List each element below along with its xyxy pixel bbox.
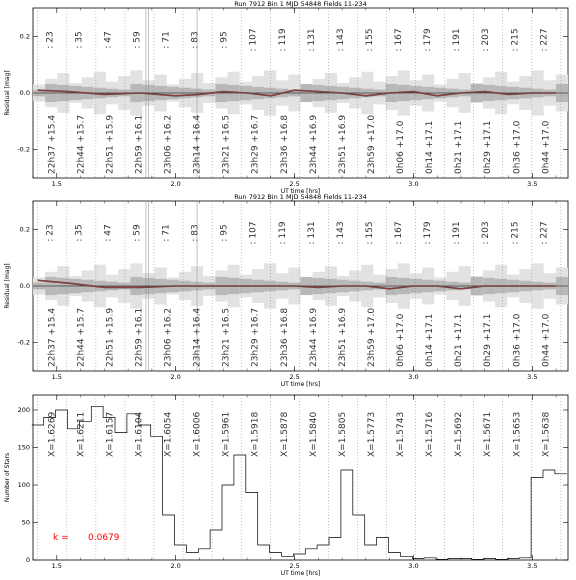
x-tick-label: 1.5 <box>51 562 62 570</box>
y-tick-label: 150 <box>17 443 30 452</box>
x-tick-label: 2.0 <box>170 180 181 188</box>
field-label: : 71 <box>161 224 172 242</box>
y-tick-label: 50 <box>21 518 30 527</box>
x-tick-label: 3.0 <box>408 562 419 570</box>
coord-label: 22h44 +15.7 <box>76 114 87 174</box>
coord-label: 0h06 +17.0 <box>396 313 407 367</box>
airmass-label: X=1.5918 <box>250 411 261 457</box>
field-label: : 203 <box>481 28 492 52</box>
coord-label: 0h29 +17.1 <box>483 313 494 367</box>
airmass-label: X=1.5638 <box>541 411 552 457</box>
k-value: 0.0679 <box>88 533 120 543</box>
field-label: : 59 <box>132 31 143 49</box>
coord-label: 0h29 +17.1 <box>483 120 494 174</box>
airmass-label: X=1.5840 <box>308 411 319 457</box>
coord-label: 0h36 +17.0 <box>512 313 523 367</box>
y-tick-label: 200 <box>17 406 30 414</box>
coord-label: 22h44 +15.7 <box>76 307 87 367</box>
x-tick-label: 2.5 <box>289 373 300 381</box>
coord-label: 22h37 +15.4 <box>47 307 58 367</box>
airmass-label: X=1.6104 <box>134 411 145 457</box>
airmass-label: X=1.5743 <box>396 411 407 457</box>
coord-label: 23h21 +16.5 <box>221 307 232 367</box>
coord-label: 22h51 +15.9 <box>105 114 116 174</box>
field-label: : 167 <box>394 221 405 245</box>
x-tick-label: 1.5 <box>51 373 62 381</box>
x-tick-label: 1.5 <box>51 180 62 188</box>
chart-title: Run 7912 Bin 1 MJD 54848 Fields 11-234 <box>234 193 367 201</box>
field-label: : 119 <box>277 28 288 52</box>
x-tick-label: 2.0 <box>170 562 181 570</box>
airmass-label: X=1.5671 <box>483 411 494 457</box>
chart-panel-3 <box>4 395 568 576</box>
airmass-label: X=1.5773 <box>366 411 377 457</box>
field-label: : 143 <box>335 221 346 245</box>
coord-label: 23h44 +16.9 <box>308 114 319 174</box>
coord-label: 23h51 +16.9 <box>337 307 348 367</box>
coord-label: 0h44 +17.0 <box>541 313 552 367</box>
field-label: : 179 <box>423 221 434 245</box>
airmass-label: X=1.5805 <box>337 411 348 457</box>
y-tick-label: -0.2 <box>17 338 30 347</box>
x-axis-label: UT time [hrs] <box>280 188 321 195</box>
chart-panel-2 <box>4 193 568 388</box>
field-label: : 191 <box>452 28 463 52</box>
field-label: : 143 <box>335 28 346 52</box>
field-label: : 215 <box>510 28 521 52</box>
airmass-label: X=1.5961 <box>221 411 232 457</box>
coord-label: 23h06 +16.2 <box>163 307 174 367</box>
x-tick-label: 2.5 <box>289 562 300 570</box>
field-label: : 47 <box>103 31 114 49</box>
field-label: : 179 <box>423 28 434 52</box>
coord-label: 23h14 +16.4 <box>192 307 203 367</box>
y-tick-label: 0.0 <box>19 282 30 290</box>
coord-label: 22h37 +15.4 <box>47 114 58 174</box>
coord-label: 23h51 +16.9 <box>337 114 348 174</box>
field-label: : 35 <box>74 31 85 49</box>
y-axis-label: Residual [mag] <box>4 263 11 309</box>
y-tick-label: -0.2 <box>17 145 30 154</box>
y-axis-label: Residual [mag] <box>4 70 11 116</box>
field-label: : 215 <box>510 221 521 245</box>
field-label: : 227 <box>539 221 550 245</box>
x-tick-label: 3.5 <box>527 373 538 381</box>
field-label: : 83 <box>190 31 201 49</box>
x-axis-label: UT time [hrs] <box>280 381 321 388</box>
coord-label: 23h59 +17.0 <box>366 114 377 174</box>
field-label: : 35 <box>74 224 85 242</box>
y-tick-label: 0.2 <box>19 225 30 234</box>
y-tick-label: 100 <box>17 481 30 489</box>
field-label: : 95 <box>219 31 230 49</box>
coord-label: 23h36 +16.8 <box>279 114 290 174</box>
coord-label: 23h44 +16.9 <box>308 307 319 367</box>
y-tick-label: 0.2 <box>19 32 30 41</box>
coord-label: 22h51 +15.9 <box>105 307 116 367</box>
airmass-label: X=1.5878 <box>279 411 290 457</box>
field-label: : 155 <box>364 221 375 245</box>
coord-label: 0h14 +17.1 <box>425 120 436 174</box>
field-label: : 107 <box>248 28 259 52</box>
airmass-label: X=1.6006 <box>192 411 203 457</box>
coord-label: 0h21 +17.1 <box>454 120 465 174</box>
coord-label: 0h36 +17.0 <box>512 120 523 174</box>
field-label: : 131 <box>306 221 317 245</box>
field-label: : 155 <box>364 28 375 52</box>
field-label: : 203 <box>481 221 492 245</box>
airmass-label: X=1.6269 <box>47 411 58 457</box>
airmass-label: X=1.6054 <box>163 411 174 457</box>
coord-label: 0h44 +17.0 <box>541 120 552 174</box>
field-label: : 95 <box>219 224 230 242</box>
field-label: : 47 <box>103 224 114 242</box>
coord-label: 23h29 +16.7 <box>250 307 261 367</box>
k-label: k = <box>53 533 69 543</box>
x-tick-label: 2.0 <box>170 373 181 381</box>
coord-label: 23h59 +17.0 <box>366 307 377 367</box>
chart-title: Run 7912 Bin 1 MJD 54848 Fields 11-234 <box>234 0 367 8</box>
coord-label: 22h59 +16.1 <box>134 114 145 174</box>
x-tick-label: 3.0 <box>408 373 419 381</box>
airmass-label: X=1.5716 <box>425 411 436 457</box>
coord-label: 23h06 +16.2 <box>163 114 174 174</box>
field-label: : 107 <box>248 221 259 245</box>
coord-label: 22h59 +16.1 <box>134 307 145 367</box>
airmass-label: X=1.6157 <box>105 411 116 457</box>
field-label: : 131 <box>306 28 317 52</box>
airmass-label: X=1.5653 <box>512 411 523 457</box>
coord-label: 0h14 +17.1 <box>425 313 436 367</box>
coord-label: 23h29 +16.7 <box>250 114 261 174</box>
coord-label: 0h06 +17.0 <box>396 120 407 174</box>
field-label: : 167 <box>394 28 405 52</box>
x-tick-label: 2.5 <box>289 180 300 188</box>
field-label: : 59 <box>132 224 143 242</box>
field-label: : 71 <box>161 31 172 49</box>
coord-label: 0h21 +17.1 <box>454 313 465 367</box>
field-label: : 119 <box>277 221 288 245</box>
coord-label: 23h21 +16.5 <box>221 114 232 174</box>
coord-label: 23h36 +16.8 <box>279 307 290 367</box>
x-tick-label: 3.5 <box>527 180 538 188</box>
chart-panel-1 <box>4 0 568 195</box>
y-axis-label: Number of Stars <box>4 452 11 503</box>
x-axis-label: UT time [hrs] <box>280 570 321 576</box>
airmass-label: X=1.5692 <box>454 411 465 457</box>
field-label: : 191 <box>452 221 463 245</box>
field-label: : 23 <box>45 224 56 242</box>
x-tick-label: 3.5 <box>527 562 538 570</box>
field-label: : 227 <box>539 28 550 52</box>
x-tick-label: 3.0 <box>408 180 419 188</box>
y-tick-label: 0.0 <box>19 89 30 97</box>
coord-label: 23h14 +16.4 <box>192 114 203 174</box>
field-label: : 83 <box>190 224 201 242</box>
y-tick-label: 0 <box>25 556 30 564</box>
airmass-label: X=1.6211 <box>76 411 87 457</box>
field-label: : 23 <box>45 31 56 49</box>
